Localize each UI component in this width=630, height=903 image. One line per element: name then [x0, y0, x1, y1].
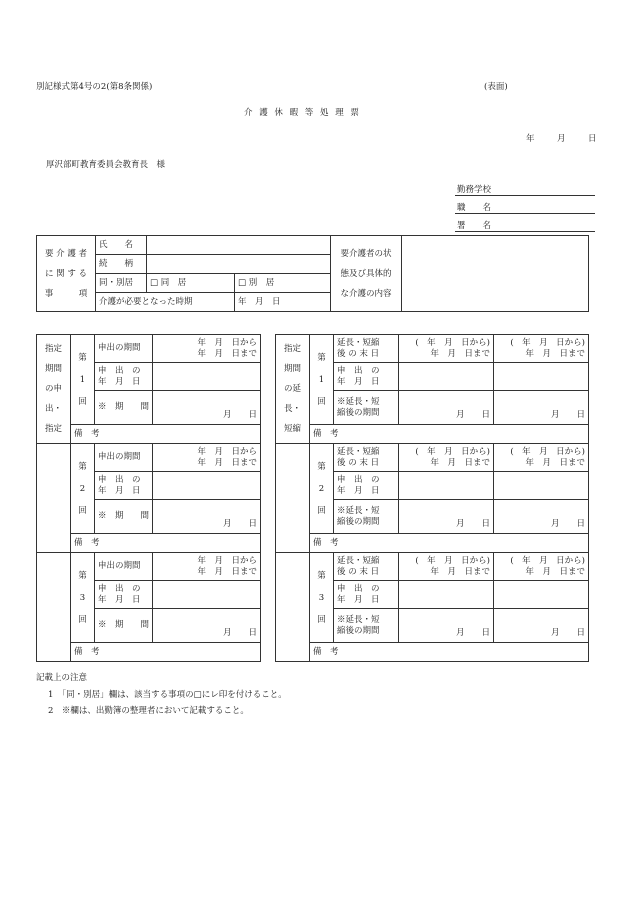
ext-period-field-b[interactable]: 月 日	[494, 609, 589, 643]
side-label: (表面)	[484, 82, 508, 92]
addressee: 厚沢部町教育委員会教育長 様	[46, 160, 166, 170]
round-2-label: 第 2 回	[71, 444, 95, 534]
ext-request-date-field-b[interactable]	[494, 581, 589, 609]
request-date-label: 申 出 の 年 月 日	[95, 472, 153, 500]
ext-request-date-field-a[interactable]	[399, 363, 494, 391]
name-label: 氏 名	[96, 236, 147, 255]
date-day: 日	[588, 134, 597, 144]
ext-period-label: ※延長・短 縮後の期間	[334, 500, 399, 534]
period-label: ※ 期 間	[95, 500, 153, 534]
request-period-label: 申出の期間	[95, 444, 153, 472]
designation-table	[36, 334, 261, 662]
ext-end-date-label: 延長・短縮 後 の 末 日	[334, 335, 399, 363]
request-period-field[interactable]: 年 月 日から 年 月 日まで	[153, 444, 261, 472]
request-date-field[interactable]	[153, 363, 261, 391]
extension-side-label: 指定 期間 の延 長・ 短縮	[276, 335, 310, 444]
date-year: 年	[526, 134, 535, 144]
ext-end-date-field-a[interactable]: ( 年 月 日から) 年 月 日まで	[399, 553, 494, 581]
request-date-label: 申 出 の 年 月 日	[95, 363, 153, 391]
remarks-row[interactable]: 備 考	[71, 643, 261, 662]
ext-end-date-field-a[interactable]: ( 年 月 日から) 年 月 日まで	[399, 335, 494, 363]
ext-request-date-field-b[interactable]	[494, 472, 589, 500]
round-3-label: 第 3 回	[71, 553, 95, 643]
date-month: 月	[557, 134, 566, 144]
ext-remarks-row[interactable]: 備 考	[310, 534, 589, 553]
ext-end-date-field-b[interactable]: ( 年 月 日から) 年 月 日まで	[494, 444, 589, 472]
ext-period-field-b[interactable]: 月 日	[494, 391, 589, 425]
ext-request-date-label: 申 出 の 年 月 日	[334, 581, 399, 609]
ext-request-date-field-a[interactable]	[399, 581, 494, 609]
school-label: 勤務学校	[457, 185, 492, 195]
job-label: 職 名	[457, 203, 492, 213]
period-field[interactable]: 月 日	[153, 500, 261, 534]
care-start-label: 介護が必要となった時期	[96, 293, 235, 312]
request-period-field[interactable]: 年 月 日から 年 月 日まで	[153, 553, 261, 581]
ext-end-date-field-a[interactable]: ( 年 月 日から) 年 月 日まで	[399, 444, 494, 472]
notes-section	[36, 673, 287, 717]
job-line[interactable]	[455, 213, 595, 214]
ext-end-date-label: 延長・短縮 後 の 末 日	[334, 444, 399, 472]
care-subject-label: 要 介 護 者 に 関 す る 事 項	[37, 236, 96, 312]
ext-request-date-label: 申 出 の 年 月 日	[334, 363, 399, 391]
ext-round-3-label: 第 3 回	[310, 553, 334, 643]
form-reference: 別記様式第4号の2(第8条関係)	[36, 82, 153, 92]
ext-period-field-a[interactable]: 月 日	[399, 609, 494, 643]
remarks-row[interactable]: 備 考	[71, 534, 261, 553]
remarks-row[interactable]: 備 考	[71, 425, 261, 444]
designation-side-label: 指定 期間 の申 出・ 指定	[37, 335, 71, 444]
ext-request-date-label: 申 出 の 年 月 日	[334, 472, 399, 500]
signature-label: 署 名	[457, 221, 492, 231]
school-line[interactable]	[455, 195, 595, 196]
condition-field[interactable]	[402, 236, 589, 312]
relation-field[interactable]	[147, 255, 331, 274]
ext-period-field-a[interactable]: 月 日	[399, 391, 494, 425]
signature-line[interactable]	[455, 231, 595, 232]
same-residence-checkbox[interactable]: □ 同 居	[147, 274, 235, 293]
period-field[interactable]: 月 日	[153, 609, 261, 643]
period-label: ※ 期 間	[95, 391, 153, 425]
ext-request-date-field-a[interactable]	[399, 472, 494, 500]
residence-label: 同・別居	[96, 274, 147, 293]
ext-period-field-b[interactable]: 月 日	[494, 500, 589, 534]
ext-remarks-row[interactable]: 備 考	[310, 643, 589, 662]
ext-end-date-field-b[interactable]: ( 年 月 日から) 年 月 日まで	[494, 553, 589, 581]
condition-label: 要介護者の状 態及び具体的 な介護の内容	[331, 236, 402, 312]
care-info-table	[36, 235, 589, 312]
ext-period-label: ※延長・短 縮後の期間	[334, 391, 399, 425]
ext-end-date-field-b[interactable]: ( 年 月 日から) 年 月 日まで	[494, 335, 589, 363]
note-item: 2 ※欄は、出勤簿の整理者において記載すること。	[48, 706, 249, 717]
ext-period-field-a[interactable]: 月 日	[399, 500, 494, 534]
round-1-label: 第 1 回	[71, 335, 95, 425]
separate-residence-checkbox[interactable]: □ 別 居	[235, 274, 331, 293]
request-period-label: 申出の期間	[95, 553, 153, 581]
request-period-field[interactable]: 年 月 日から 年 月 日まで	[153, 335, 261, 363]
period-label: ※ 期 間	[95, 609, 153, 643]
period-field[interactable]: 月 日	[153, 391, 261, 425]
request-date-field[interactable]	[153, 472, 261, 500]
notes-heading: 記載上の注意	[36, 673, 88, 683]
form-title: 介 護 休 暇 等 処 理 票	[244, 108, 361, 118]
request-date-field[interactable]	[153, 581, 261, 609]
ext-end-date-label: 延長・短縮 後 の 末 日	[334, 553, 399, 581]
extension-table	[275, 334, 589, 662]
note-item: 1 「同・別居」欄は、該当する事項の□にレ印を付けること。	[48, 689, 287, 700]
ext-remarks-row[interactable]: 備 考	[310, 425, 589, 444]
ext-round-2-label: 第 2 回	[310, 444, 334, 534]
name-field[interactable]	[147, 236, 331, 255]
ext-request-date-field-b[interactable]	[494, 363, 589, 391]
request-date-label: 申 出 の 年 月 日	[95, 581, 153, 609]
ext-period-label: ※延長・短 縮後の期間	[334, 609, 399, 643]
care-start-date[interactable]: 年 月 日	[235, 293, 331, 312]
request-period-label: 申出の期間	[95, 335, 153, 363]
ext-round-1-label: 第 1 回	[310, 335, 334, 425]
relation-label: 続 柄	[96, 255, 147, 274]
